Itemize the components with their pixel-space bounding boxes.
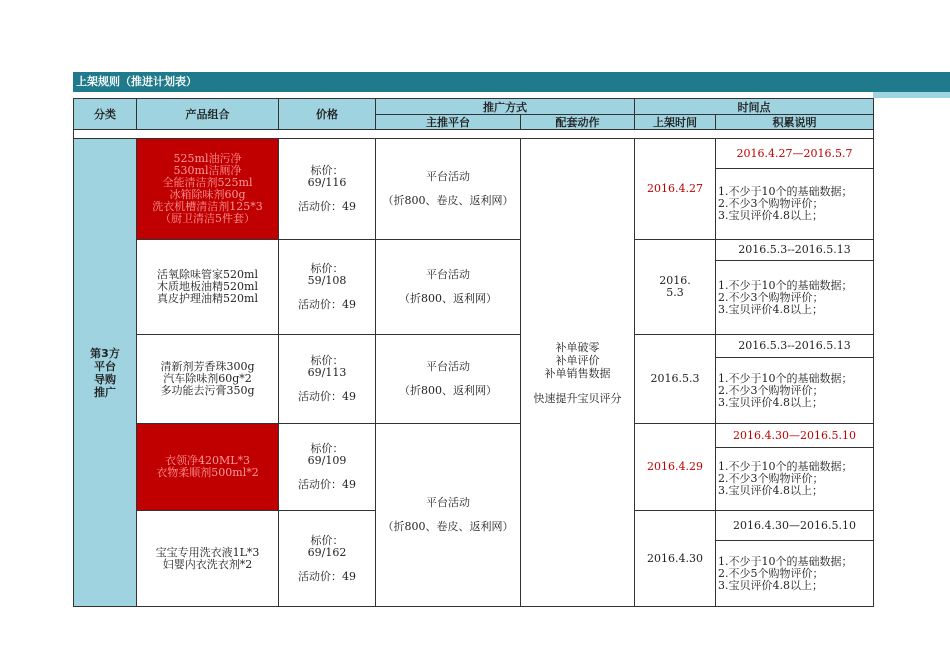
list-price-label: 标价： (310, 164, 344, 177)
platform-name: 平台活动 (426, 360, 470, 373)
platform-detail: （折800、返利网） (399, 292, 497, 305)
period-cell: 2016.5.3--2016.5.13 (715, 334, 874, 358)
activity-price: 活动价：49 (298, 200, 356, 213)
activity-price: 活动价：49 (298, 298, 356, 311)
support-line-2: 补单评价 (555, 353, 600, 367)
platform-cell-merged (375, 423, 521, 607)
header-main-platform: 主推平台 (375, 114, 521, 130)
price-cell (278, 239, 376, 335)
accumulation-cell: 1.不少于10个的基础数据； 2.不少3个购物评价； 3.宝贝评价4.8以上； (715, 260, 874, 335)
sheet-title: 上架规则（推进计划表） (73, 72, 873, 92)
product-cell: 清新剂芳香珠300g 汽车除味剂60g*2 多功能去污膏350g (136, 334, 279, 424)
list-price-value: 69/109 (307, 454, 347, 467)
header-extension (873, 92, 950, 98)
period-cell: 2016.4.27—2016.5.7 (715, 138, 874, 169)
platform-detail: （折800、卷皮、返利网） (382, 520, 514, 533)
support-line-1: 补单破零 (555, 340, 600, 354)
platform-detail: （折800、返利网） (399, 384, 497, 397)
price-cell (278, 510, 376, 607)
header-product: 产品组合 (136, 98, 279, 130)
platform-cell (375, 334, 521, 424)
category-cell: 第3方 平台 导购 推广 (73, 138, 137, 607)
platform-name: 平台活动 (426, 496, 470, 509)
platform-name: 平台活动 (426, 268, 470, 281)
title-extension (873, 72, 950, 92)
list-price-value: 69/116 (307, 176, 347, 189)
list-price-label: 标价： (310, 533, 344, 547)
header-accumulation: 积累说明 (715, 114, 874, 130)
header-support-action: 配套动作 (520, 114, 635, 130)
list-price-value: 69/113 (307, 366, 347, 379)
support-line-3: 补单销售数据 (544, 366, 611, 380)
period-cell: 2016.4.30—2016.5.10 (715, 510, 874, 541)
list-price-value: 69/162 (307, 545, 347, 559)
listing-time-cell: 2016.4.29 (634, 423, 716, 511)
listing-time-cell: 2016.4.30 (634, 510, 716, 607)
activity-price: 活动价：49 (298, 390, 356, 403)
platform-cell (375, 239, 521, 335)
accumulation-cell: 1.不少于10个的基础数据； 2.不少3个购物评价； 3.宝贝评价4.8以上； (715, 447, 874, 511)
listing-time-cell: 2016.5.3 (634, 334, 716, 424)
listing-time-cell: 2016. 5.3 (634, 239, 716, 335)
activity-price: 活动价：49 (298, 478, 356, 491)
header-time-point: 时间点 (634, 98, 874, 115)
product-cell: 衣领净420ML*3 衣物柔顺剂500ml*2 (136, 423, 279, 511)
product-cell: 宝宝专用洗衣液1L*3 妇婴内衣洗衣剂*2 (136, 510, 279, 607)
platform-detail: （折800、卷皮、返利网） (382, 194, 514, 207)
list-price-value: 59/108 (307, 274, 347, 287)
price-cell (278, 334, 376, 424)
header-price: 价格 (278, 98, 376, 130)
header-category: 分类 (73, 98, 137, 130)
accumulation-cell: 1.不少于10个的基础数据； 2.不少5个购物评价； 3.宝贝评价4.8以上； (715, 540, 874, 607)
activity-price: 活动价：49 (298, 569, 356, 583)
support-action-cell (520, 138, 635, 607)
price-cell (278, 138, 376, 240)
platform-cell (375, 138, 521, 240)
product-cell: 活氧除味管家520ml 木质地板油精520ml 真皮护理油精520ml (136, 239, 279, 335)
period-cell: 2016.5.3--2016.5.13 (715, 239, 874, 261)
accumulation-cell: 1.不少于10个的基础数据； 2.不少3个购物评价； 3.宝贝评价4.8以上； (715, 357, 874, 424)
accumulation-cell: 1.不少于10个的基础数据； 2.不少3个购物评价； 3.宝贝评价4.8以上； (715, 168, 874, 240)
listing-time-cell: 2016.4.27 (634, 138, 716, 240)
period-cell: 2016.4.30—2016.5.10 (715, 423, 874, 448)
price-cell (278, 423, 376, 511)
list-price-label: 标价： (310, 442, 344, 455)
platform-name: 平台活动 (426, 170, 470, 183)
support-line-4: 快速提升宝贝评分 (533, 391, 622, 405)
list-price-label: 标价： (310, 354, 344, 367)
product-cell: 525ml油污净 530ml洁厕净 全能清洁剂525ml 冰箱除味剂60g 洗衣机槽清洁剂125*3 （厨卫清洁5件套） (136, 138, 279, 240)
header-promo-method: 推广方式 (375, 98, 635, 115)
list-price-label: 标价： (310, 262, 344, 275)
header-listing-time: 上架时间 (634, 114, 716, 130)
